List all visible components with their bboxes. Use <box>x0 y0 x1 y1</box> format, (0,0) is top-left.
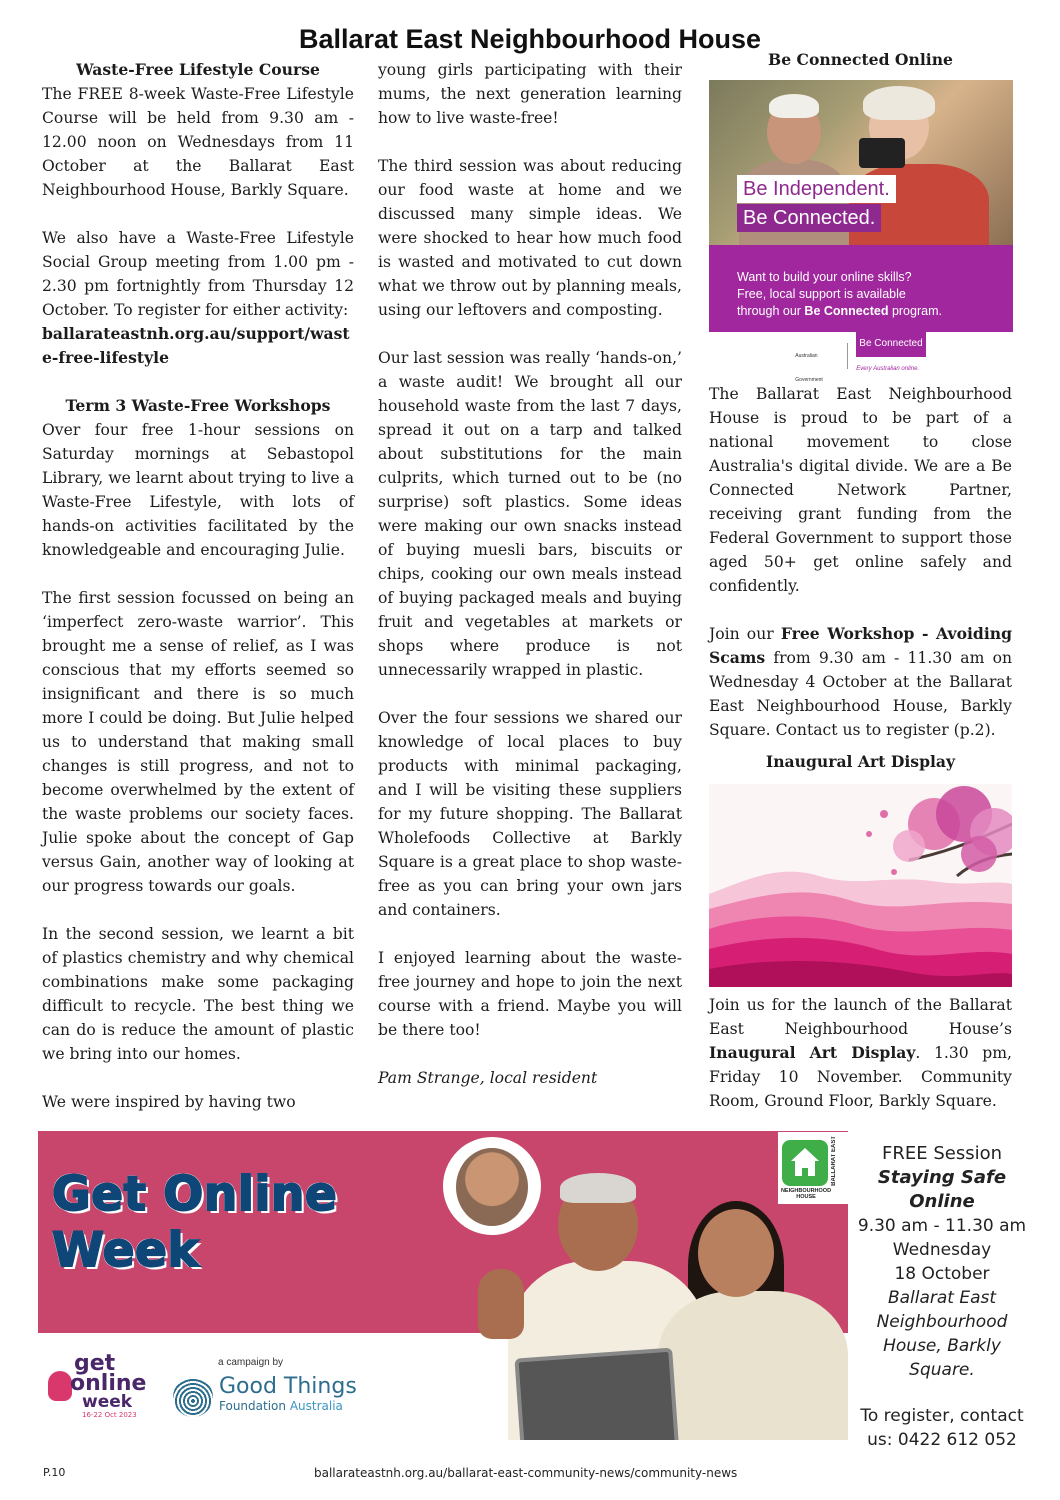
tablet-icon <box>514 1348 679 1440</box>
campaign-by-label: a campaign by <box>218 1357 284 1368</box>
get-online-week-logo: get online week 16-22 Oct 2023 <box>46 1353 156 1429</box>
heading-waste-free-course: Waste-Free Lifestyle Course <box>76 60 320 79</box>
paragraph: In the second session, we learnt a bit of plastics chemistry and why chemical combinations make some packaging difficult to recycle. The best thing we can do is reduce the amount of plastic we bring into our homes. <box>42 925 354 1063</box>
be-connected-image <box>709 80 1013 332</box>
paragraph: I enjoyed learning about the waste-free journey and hope to join the next course with a friend. Maybe you will be there too! <box>378 949 682 1039</box>
get-online-week-title: Get Online Week <box>52 1167 338 1278</box>
be-connected-tag: Be Connected. <box>737 204 881 232</box>
paragraph: Join our Free Workshop - Avoiding Scams from 9.30 am - 11.30 am on Wednesday 4 October at the Ballarat East Neighbourhood House, Barkly Square. Contact us to register (p.2). <box>709 624 1012 739</box>
sponsor-logos <box>709 338 1012 383</box>
paragraph: Our last session was really ‘hands-on,’ a waste audit! We brought all our household waste from the last 7 days, spread it out on a tarp and talked about substitutions for the main culprits, which turned out to be (no surprise) soft plastics. Some ideas were making our own snacks instead of buying muesli bars, biscuits or chips, cooking our own meals instead of buying packaged meals and buying fruit and vegetables at markets or shops where produce is not unnecessarily wrapped in plastic. <box>378 349 682 679</box>
paragraph: Over the four sessions we shared our knowledge of local places to buy products with minimal packaging, and I will be visiting these suppliers for my future shopping. The Ballarat Wholefoods Collective at Barkly Square is a great place to shop waste-free as you can bring your own jars and containers. <box>378 709 682 919</box>
band-line: Want to build your online skills? <box>737 270 912 284</box>
paragraph: Join us for the launch of the Ballarat East Neighbourhood House’s Inaugural Art Display. 1.30 pm, Friday 10 November. Community Room, Ground Floor, Barkly Square. <box>709 996 1012 1110</box>
fingerprint-icon <box>173 1377 213 1417</box>
column-2 <box>378 58 682 1114</box>
paragraph: young girls participating with their mums, the next generation learning how to live waste-free! <box>378 61 682 127</box>
hand-icon <box>48 1371 72 1401</box>
column-1 <box>42 58 354 1138</box>
paragraph: The third session was about reducing our food waste at home and we discussed many simple ideas. We were shocked to hear how much food is wasted and motivated to cut down what we throw out by planning meals, using our leftovers and composting. <box>378 157 682 319</box>
paragraph: The FREE 8-week Waste-Free Lifestyle Course will be held from 9.30 am - 12.00 noon on Wednesdays from 11 October at the Ballarat East Neighbourhood House, Barkly Square. <box>42 85 354 199</box>
paragraph: We were inspired by having two <box>42 1093 296 1111</box>
pink-mountains-painting <box>709 784 1012 987</box>
neighbourhood-house-logo: NEIGHBOURHOOD HOUSE BALLARAT EAST <box>778 1132 848 1204</box>
column-3 <box>709 48 1012 1137</box>
get-online-week-banner <box>38 1131 848 1440</box>
heading-be-connected: Be Connected Online <box>768 50 953 69</box>
paragraph: The first session focussed on being an ‘imperfect zero-waste warrior’. This brought me a sense of relief, as I was conscious that my efforts seemed so insignificant and there is so much more I could be doing. But Julie helped us to understand that making small changes is still progress, and not to become overwhelmed by the extent of the waste problems our society faces. Julie spoke about the concept of Gap versus Gain, another way of looking at our progress towards our goals. <box>42 589 354 895</box>
free-session-info: FREE Session Staying Safe Online 9.30 am - 11.30 am Wednesday 18 October Ballarat East Neighbourhood House, Barkly Square. To register, contact us: 0422 612 052 <box>852 1142 1032 1452</box>
heading-art-display: Inaugural Art Display <box>765 752 956 771</box>
heading-term3-workshops: Term 3 Waste-Free Workshops <box>65 396 331 415</box>
be-connected-band <box>709 245 1013 332</box>
be-connected-logo: Be Connected Every Australian online. <box>856 331 925 381</box>
phone-number: us: 0422 612 052 <box>867 1430 1017 1450</box>
australian-government-logo: Australian Government <box>795 353 823 383</box>
paragraph: Over four free 1-hour sessions on Saturday mornings at Sebastopol Library, we learnt about trying to live a Waste-Free Lifestyle, with lots of hands-on activities facilitated by the knowledgeable and encouraging Julie. <box>42 421 354 559</box>
signature: Pam Strange, local resident <box>378 1069 598 1087</box>
waste-free-link[interactable]: ballarateastnh.org.au/support/waste-free-lifestyle <box>42 324 350 367</box>
paragraph: We also have a Waste-Free Lifestyle Social Group meeting from 1.00 pm - 2.30 pm fortnightly from Thursday 12 October. To register for either activity: <box>42 229 354 319</box>
band-line: Free, local support is available <box>737 287 906 301</box>
art-display-painting <box>709 784 1012 987</box>
video-call-bubble <box>443 1137 541 1235</box>
good-things-foundation-logo: Good Things Foundation Australia <box>173 1375 383 1423</box>
footer-link[interactable]: ballarateastnh.org.au/ballarat-east-community-news/community-news <box>314 1466 738 1480</box>
band-line: through our Be Connected program. <box>737 304 942 318</box>
paragraph: The Ballarat East Neighbourhood House is proud to be part of a national movement to close Australia's digital divide. We are a Be Connected Network Partner, receiving grant funding from the Federal Government to support those aged 50+ get online safely and confidently. <box>709 385 1012 595</box>
be-independent-tag: Be Independent. <box>737 175 896 203</box>
page-title: Ballarat East Neighbourhood House <box>298 24 762 54</box>
page-number: P.10 <box>43 1466 66 1479</box>
